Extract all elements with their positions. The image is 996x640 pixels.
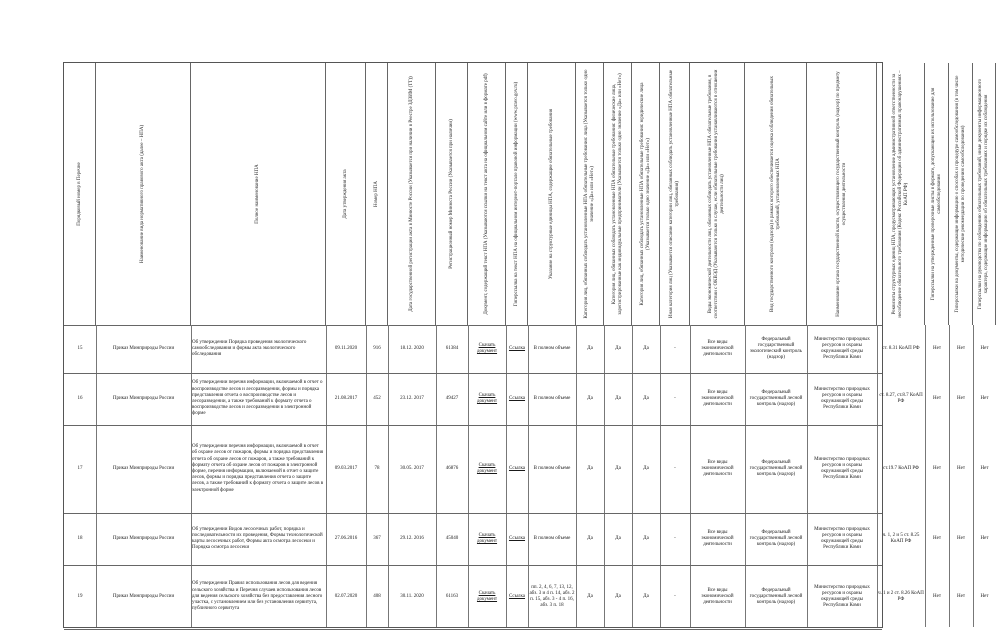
cell-text: Да bbox=[643, 465, 649, 471]
row-1-col-doc[interactable] bbox=[468, 325, 506, 373]
download-document-link[interactable]: Скачать документ bbox=[476, 462, 498, 474]
cell-text: 49427 bbox=[445, 395, 459, 401]
row-5-col-reg-date bbox=[388, 565, 436, 629]
cell-text: 09.11.2020 bbox=[334, 345, 358, 351]
row-4-col-p1 bbox=[925, 513, 949, 565]
header-col-koap bbox=[877, 63, 925, 325]
row-5-col-control bbox=[745, 565, 807, 629]
cell-text: Приказ Минприроды России bbox=[112, 535, 175, 541]
cell-text: 09.03.2017 bbox=[334, 465, 358, 471]
row-5-col-p1 bbox=[925, 565, 949, 629]
header-label: Гиперссылки на руководства по соблюдению обязательных требований, иные документы информационного характера, содержащие информацию об обязательных требованиях и порядке их соблюдения bbox=[978, 78, 989, 310]
cell-text: - bbox=[674, 345, 676, 351]
cell-text: Нет bbox=[980, 593, 989, 599]
header-col-control bbox=[745, 63, 807, 325]
cell-text: Министерство природных ресурсов и охраны окружающей среды Республики Коми bbox=[814, 584, 870, 609]
pravo-gov-link[interactable]: Ссылка bbox=[508, 465, 526, 471]
row-1-col-c3 bbox=[632, 325, 660, 373]
cell-text: 16 bbox=[77, 395, 83, 401]
cell-text: В полном объеме bbox=[533, 465, 571, 471]
cell-text: Нет bbox=[932, 465, 941, 471]
cell-text: 29.12. 2016 bbox=[400, 535, 424, 541]
cell-text: пп. 2, 4, 6, 7, 13, 12, абз. 3 и 4 п. 14, абз. 2 п. 15, абз. 3 - 4 п. 16, абз. 3 п. 18 bbox=[529, 584, 575, 609]
row-3-col-link[interactable] bbox=[506, 425, 528, 513]
row-2-col-organ bbox=[807, 373, 877, 425]
cell-text: Нет bbox=[980, 345, 989, 351]
header-col-p3 bbox=[973, 63, 996, 325]
pravo-gov-link[interactable]: Ссылка bbox=[508, 395, 526, 401]
header-label: Документ, содержащий текст НПА (Указываются ссылки на текст акта на официальном сайте или в формате pdf) bbox=[483, 73, 489, 315]
header-col-doc bbox=[468, 63, 506, 325]
row-2-col-kind bbox=[96, 373, 191, 425]
header-label: Категория лиц, обязанных соблюдать установленные НПА обязательные требования: юридические лица (Указывается только одно значение «Да» или «Нет») bbox=[639, 82, 651, 306]
cell-text: Федеральный государственный лесной контроль (надзор) bbox=[749, 459, 803, 478]
row-4-col-c1 bbox=[576, 513, 604, 565]
row-2-col-c3 bbox=[632, 373, 660, 425]
row-5-col-organ bbox=[807, 565, 877, 629]
row-4-col-control bbox=[745, 513, 807, 565]
row-5-col-title bbox=[191, 565, 326, 629]
row-4-col-num bbox=[64, 513, 96, 565]
row-3-col-p2 bbox=[949, 425, 973, 513]
download-document-link[interactable]: Скачать документ bbox=[476, 590, 498, 602]
header-col-date bbox=[326, 63, 366, 325]
row-3-col-units bbox=[528, 425, 576, 513]
row-2-col-title bbox=[191, 373, 326, 425]
row-1-col-koap bbox=[877, 325, 925, 373]
header-col-number bbox=[366, 63, 388, 325]
row-3-col-p3 bbox=[973, 425, 996, 513]
row-3-col-c1 bbox=[576, 425, 604, 513]
row-2-col-control bbox=[745, 373, 807, 425]
header-label: Гиперссылка на текст НПА на официальном интернет-портале правовой информации (www.pravo.gov.ru) bbox=[513, 81, 519, 307]
row-3-col-other bbox=[660, 425, 690, 513]
cell-text: Министерство природных ресурсов и охраны окружающей среды Республики Коми bbox=[814, 336, 870, 361]
cell-text: 61384 bbox=[445, 345, 459, 351]
cell-text: Нет bbox=[956, 345, 965, 351]
row-1-col-p1 bbox=[925, 325, 949, 373]
cell-text: 78 bbox=[374, 465, 380, 471]
row-5-col-num bbox=[64, 565, 96, 629]
header-col-reg-num bbox=[436, 63, 468, 325]
cell-text: Об утверждении Порядка проведения экологического самообследования и формы акта экологического обследования bbox=[192, 339, 307, 358]
cell-text: Нет bbox=[980, 395, 989, 401]
cell-text: В полном объеме bbox=[533, 395, 571, 401]
cell-text: Да bbox=[615, 465, 621, 471]
cell-text: Нет bbox=[956, 535, 965, 541]
row-2-col-c2 bbox=[604, 373, 632, 425]
row-1-col-number bbox=[366, 325, 388, 373]
row-4-col-link[interactable] bbox=[506, 513, 528, 565]
cell-text: Федеральный государственный лесной контроль (надзор) bbox=[749, 587, 803, 606]
row-2-col-reg-date bbox=[388, 373, 436, 425]
row-4-col-reg-date bbox=[388, 513, 436, 565]
row-3-col-c2 bbox=[604, 425, 632, 513]
row-4-col-p2 bbox=[949, 513, 973, 565]
row-1-col-p3 bbox=[973, 325, 996, 373]
cell-text: 916 bbox=[373, 345, 381, 351]
row-4-col-kind bbox=[96, 513, 191, 565]
cell-text: 19 bbox=[77, 593, 83, 599]
header-label: Регистрационный номер Минюста России (Указывается при наличии) bbox=[448, 119, 454, 269]
cell-text: Об утверждении Видов лесосечных работ, порядка и последовательности их проведения, Формы технологической карты лесосечных работ, Формы акта осмотра лесосеки и Порядка осмотра лесосеки bbox=[192, 526, 323, 551]
header-col-c2 bbox=[604, 63, 632, 325]
cell-text: Да bbox=[587, 345, 593, 351]
cell-text: - bbox=[674, 535, 676, 541]
cell-text: Нет bbox=[980, 465, 989, 471]
header-col-units bbox=[528, 63, 576, 325]
row-2-col-date bbox=[326, 373, 366, 425]
row-1-col-link[interactable] bbox=[506, 325, 528, 373]
row-1-col-num bbox=[64, 325, 96, 373]
header-col-c3 bbox=[632, 63, 660, 325]
row-5-col-c3 bbox=[632, 565, 660, 629]
header-label: Дата государственной регистрации акта в Минюсте России (Указывается при наличии в Реестре ЗДЗИМ (ТТ)) bbox=[408, 76, 414, 312]
cell-text: Приказ Минприроды России bbox=[112, 465, 175, 471]
row-5-col-c2 bbox=[604, 565, 632, 629]
cell-text: Федеральный государственный лесной контроль (надзор) bbox=[749, 529, 803, 548]
row-5-col-koap bbox=[877, 565, 925, 629]
row-3-col-okved bbox=[690, 425, 745, 513]
header-col-title bbox=[191, 63, 326, 325]
row-5-col-p2 bbox=[949, 565, 973, 629]
cell-text: 18 bbox=[77, 535, 83, 541]
row-1-col-other bbox=[660, 325, 690, 373]
cell-text: Все виды экономической деятельности bbox=[701, 339, 734, 358]
header-col-c1 bbox=[576, 63, 604, 325]
row-4-col-number bbox=[366, 513, 388, 565]
row-3-col-reg-num bbox=[436, 425, 468, 513]
cell-text: 23.12. 2017 bbox=[400, 395, 424, 401]
row-5-col-other bbox=[660, 565, 690, 629]
cell-text: 452 bbox=[373, 395, 381, 401]
row-1-col-reg-date bbox=[388, 325, 436, 373]
row-1-col-p2 bbox=[949, 325, 973, 373]
cell-text: ст. 8.31 КоАП РФ bbox=[882, 345, 920, 351]
cell-text: В полном объеме bbox=[533, 535, 571, 541]
row-1-col-kind bbox=[96, 325, 191, 373]
row-1-col-reg-num bbox=[436, 325, 468, 373]
row-2-col-num bbox=[64, 373, 96, 425]
cell-text: 15 bbox=[77, 345, 83, 351]
row-1-col-c1 bbox=[576, 325, 604, 373]
pravo-gov-link[interactable]: Ссылка bbox=[508, 535, 526, 541]
header-label: Реквизиты структурных единиц НПА, предусматривающих установление административной ответственности за несоблюдение обязательного требования (Кодекс Российской Федерации об административных правонарушениях – КоАП РФ) bbox=[891, 70, 909, 318]
row-4-col-title bbox=[191, 513, 326, 565]
header-label: Гиперссылки на документы, содержащие информацию о способах и процедуре самообследования (в том числе методические рекомендации по проведению самообследования) bbox=[954, 75, 966, 313]
cell-text: 02.07.2020 bbox=[334, 593, 358, 599]
cell-text: Да bbox=[643, 345, 649, 351]
cell-text: Нет bbox=[932, 345, 941, 351]
cell-text: Да bbox=[615, 535, 621, 541]
row-3-col-p1 bbox=[925, 425, 949, 513]
cell-text: 61163 bbox=[445, 593, 459, 599]
row-5-col-okved bbox=[690, 565, 745, 629]
pravo-gov-link[interactable]: Ссылка bbox=[508, 593, 526, 599]
cell-text: 30.05. 2017 bbox=[400, 465, 424, 471]
cell-text: Нет bbox=[932, 593, 941, 599]
header-col-organ bbox=[807, 63, 877, 325]
cell-text: Нет bbox=[932, 395, 941, 401]
header-label: Наименование органа государственной власти, осуществляющего государственный контроль (надзор) по предмету осуществления деятельности bbox=[835, 71, 847, 317]
cell-text: ч. 1, 2 и 5 ст. 8.25 КоАП РФ bbox=[882, 532, 920, 544]
header-label: Указание на структурные единицы НПА, содержащие обязательные требования bbox=[548, 108, 554, 280]
row-4-col-p3 bbox=[973, 513, 996, 565]
cell-text: Нет bbox=[980, 535, 989, 541]
download-document-link[interactable]: Скачать документ bbox=[476, 342, 498, 354]
cell-text: Об утверждении перечня информации, включаемой в отчет о воспроизводстве лесов и лесоразведении, формы и порядка представления отчета о воспроизводстве лесов и лесоразведении, а также требований к формату отчета о воспроизводстве лесов и лесоразведении в электронной форме bbox=[192, 380, 323, 417]
row-4-col-other bbox=[660, 513, 690, 565]
row-5-col-date bbox=[326, 565, 366, 629]
row-4-col-units bbox=[528, 513, 576, 565]
row-2-col-p3 bbox=[973, 373, 996, 425]
cell-text: - bbox=[674, 593, 676, 599]
row-3-col-title bbox=[191, 425, 326, 513]
header-col-num bbox=[64, 63, 96, 325]
cell-text: 408 bbox=[373, 593, 381, 599]
cell-text: 46876 bbox=[445, 465, 459, 471]
row-1-col-control bbox=[745, 325, 807, 373]
header-label: Полное наименование НПА bbox=[255, 164, 260, 224]
cell-text: 21.08.2017 bbox=[334, 395, 358, 401]
cell-text: Да bbox=[587, 535, 593, 541]
row-3-col-doc[interactable] bbox=[468, 425, 506, 513]
cell-text: Да bbox=[615, 395, 621, 401]
header-col-other bbox=[660, 63, 690, 325]
row-2-col-c1 bbox=[576, 373, 604, 425]
row-2-col-number bbox=[366, 373, 388, 425]
row-4-col-doc[interactable] bbox=[468, 513, 506, 565]
header-label: Номер НПА bbox=[373, 181, 379, 207]
row-4-col-organ bbox=[807, 513, 877, 565]
cell-text: Нет bbox=[956, 395, 965, 401]
row-1-col-c2 bbox=[604, 325, 632, 373]
row-3-col-organ bbox=[807, 425, 877, 513]
cell-text: Нет bbox=[956, 593, 965, 599]
cell-text: Об утверждении перечня информации, включаемой в отчет об охране лесов от пожаров, формы и порядка представления отчета об охране лесов от пожаров, а также требований к формату отчета об охране лесов от пожаров в электронной форме, перечня информации, включаемой в отчет о защите лесов, формы и порядка представления отчета о защите лесов, а также требований к формату отчета о защите лесов в электронной форме bbox=[192, 444, 324, 493]
row-1-col-okved bbox=[690, 325, 745, 373]
row-2-col-other bbox=[660, 373, 690, 425]
header-label: Наименование вида нормативного правового акта (далее – НПА) bbox=[140, 124, 145, 264]
row-3-col-date bbox=[326, 425, 366, 513]
header-label: Иная категория лиц (Указывается описание категории лиц, обязанных соблюдать установленные НПА обязательные требования) bbox=[668, 69, 680, 319]
row-5-col-c1 bbox=[576, 565, 604, 629]
row-5-col-doc[interactable] bbox=[468, 565, 506, 629]
cell-text: Федеральный государственный экологический контроль (надзор) bbox=[750, 336, 802, 361]
cell-text: Все виды экономической деятельности bbox=[701, 529, 734, 548]
row-2-col-link[interactable] bbox=[506, 373, 528, 425]
row-2-col-koap bbox=[877, 373, 925, 425]
cell-text: ст. 8.27, ст.8.7 КоАП РФ bbox=[879, 392, 923, 404]
cell-text: Да bbox=[615, 345, 621, 351]
row-3-col-num bbox=[64, 425, 96, 513]
cell-text: Да bbox=[587, 395, 593, 401]
header-label: Вид государственного контроля (надзора) в рамках которого обеспечивается оценка соблюдения обязательных требований, установленных НПА bbox=[769, 76, 781, 312]
row-2-col-p1 bbox=[925, 373, 949, 425]
cell-text: 18.12. 2020 bbox=[400, 345, 424, 351]
row-3-col-reg-date bbox=[388, 425, 436, 513]
row-4-col-okved bbox=[690, 513, 745, 565]
row-2-col-doc[interactable] bbox=[468, 373, 506, 425]
row-5-col-p3 bbox=[973, 565, 996, 629]
header-col-link bbox=[506, 63, 528, 325]
row-3-col-koap bbox=[877, 425, 925, 513]
regulation-table bbox=[63, 62, 989, 628]
download-document-link[interactable]: Скачать документ bbox=[476, 532, 498, 544]
header-col-kind bbox=[96, 63, 191, 325]
row-1-col-title bbox=[191, 325, 326, 373]
cell-text: Министерство природных ресурсов и охраны окружающей среды Республики Коми bbox=[814, 386, 870, 411]
row-2-col-p2 bbox=[949, 373, 973, 425]
header-col-p1 bbox=[925, 63, 949, 325]
cell-text: 45040 bbox=[445, 535, 459, 541]
row-5-col-kind bbox=[96, 565, 191, 629]
row-divider bbox=[64, 629, 882, 630]
cell-text: Да bbox=[587, 593, 593, 599]
row-5-col-reg-num bbox=[436, 565, 468, 629]
header-label: Категория лиц, обязанных соблюдать установленные НПА обязательные требования: лица (Указывается только одно значение «Да» или «Нет») bbox=[583, 69, 595, 319]
row-1-col-date bbox=[326, 325, 366, 373]
cell-text: 27.06.2016 bbox=[334, 535, 358, 541]
cell-text: - bbox=[674, 465, 676, 471]
row-3-col-control bbox=[745, 425, 807, 513]
cell-text: ч. 1 и 2 ст. 8.26 КоАП РФ bbox=[878, 590, 924, 602]
cell-text: Приказ Минприроды России bbox=[112, 593, 175, 599]
row-3-col-kind bbox=[96, 425, 191, 513]
cell-text: Да bbox=[615, 593, 621, 599]
cell-text: Все виды экономической деятельности bbox=[701, 587, 734, 606]
row-2-col-okved bbox=[690, 373, 745, 425]
cell-text: Федеральный государственный лесной контроль (надзор) bbox=[749, 389, 803, 408]
row-2-col-units bbox=[528, 373, 576, 425]
row-2-col-reg-num bbox=[436, 373, 468, 425]
header-col-p2 bbox=[949, 63, 973, 325]
header-label: Виды экономической деятельности лиц, обязанных соблюдать установленные НПА обязательные требования, в соответствии с ОКВЭД (Указываются только в случае, если обязательные требования устанавливаются в отношении деятельности лиц) bbox=[708, 69, 725, 319]
row-3-col-number bbox=[366, 425, 388, 513]
cell-text: Нет bbox=[956, 465, 965, 471]
cell-text: Нет bbox=[932, 535, 941, 541]
cell-text: Все виды экономической деятельности bbox=[701, 459, 734, 478]
cell-text: Приказ Минприроды России bbox=[112, 395, 175, 401]
row-4-col-c3 bbox=[632, 513, 660, 565]
row-4-col-reg-num bbox=[436, 513, 468, 565]
cell-text: ст.19.7 КоАП РФ bbox=[883, 465, 919, 471]
row-3-col-c3 bbox=[632, 425, 660, 513]
cell-text: Да bbox=[643, 593, 649, 599]
cell-text: В полном объеме bbox=[533, 345, 571, 351]
cell-text: Все виды экономической деятельности bbox=[701, 389, 734, 408]
header-label: Порядковый номер в Перечне bbox=[76, 162, 82, 226]
row-5-col-link[interactable] bbox=[506, 565, 528, 629]
header-col-okved bbox=[690, 63, 745, 325]
row-1-col-units bbox=[528, 325, 576, 373]
cell-text: Да bbox=[643, 395, 649, 401]
cell-text: Министерство природных ресурсов и охраны окружающей среды Республики Коми bbox=[814, 456, 870, 481]
row-5-col-number bbox=[366, 565, 388, 629]
header-label: Гиперссылки на утвержденные проверочные листы в формате, допускающем их использование для самообследования bbox=[930, 87, 942, 301]
cell-text: 367 bbox=[373, 535, 381, 541]
row-4-col-c2 bbox=[604, 513, 632, 565]
row-4-col-date bbox=[326, 513, 366, 565]
pravo-gov-link[interactable]: Ссылка bbox=[508, 345, 526, 351]
cell-text: Приказ Минприроды России bbox=[112, 345, 175, 351]
header-label: Категория лиц, обязанных соблюдать установленные НПА обязательные требования: физические лица, зарегистрированные как индивидуальные предприниматели (Указывается только одно значение «Да» или «Нет») bbox=[611, 73, 623, 315]
cell-text: Да bbox=[643, 535, 649, 541]
header-label: Дата утверждения акта bbox=[342, 169, 348, 219]
cell-text: Об утверждении Правил использования лесов для ведения сельского хозяйства и Перечня случаев использования лесов для ведения сельского хозяйства без предоставления лесного участка, с установлением или без установления сервитута, публичного сервитута bbox=[192, 581, 323, 612]
row-1-col-organ bbox=[807, 325, 877, 373]
cell-text: Министерство природных ресурсов и охраны окружающей среды Республики Коми bbox=[814, 526, 870, 551]
header-col-reg-date bbox=[388, 63, 436, 325]
row-5-col-units bbox=[528, 565, 576, 629]
row-4-col-koap bbox=[877, 513, 925, 565]
cell-text: 17 bbox=[77, 465, 83, 471]
cell-text: 30.11. 2020 bbox=[400, 593, 424, 599]
cell-text: Да bbox=[587, 465, 593, 471]
download-document-link[interactable]: Скачать документ bbox=[476, 392, 498, 404]
cell-text: - bbox=[674, 395, 676, 401]
